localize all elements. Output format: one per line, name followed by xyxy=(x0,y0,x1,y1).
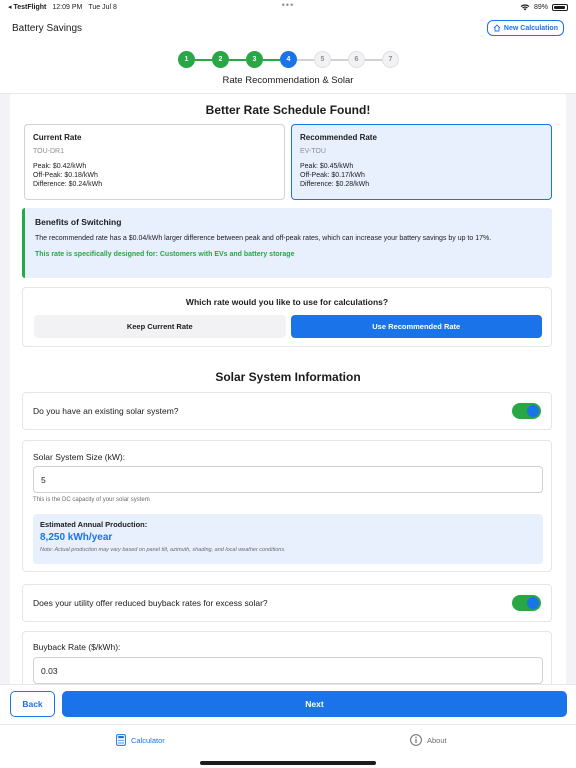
current-rate-label: Current Rate xyxy=(33,133,82,142)
tab-bar xyxy=(0,724,576,768)
rate-choice-question: Which rate would you like to use for calculations? xyxy=(185,297,389,307)
calculator-icon xyxy=(116,734,126,746)
recommended-rate-offpeak: Off-Peak: $0.17/kWh xyxy=(300,172,365,179)
back-to-testflight[interactable]: ◂ TestFlight xyxy=(8,4,47,11)
new-calculation-button[interactable] xyxy=(487,20,564,36)
step-3[interactable]: 3 xyxy=(246,51,263,68)
battery-percent: 89% xyxy=(533,3,548,11)
battery-icon xyxy=(552,4,568,11)
step-7: 7 xyxy=(382,51,399,68)
buyback-card xyxy=(22,584,552,622)
solar-size-label: Solar System Size (kW): xyxy=(33,452,126,462)
step-5: 5 xyxy=(314,51,331,68)
tab-calculator[interactable] xyxy=(116,734,165,746)
current-rate-card[interactable] xyxy=(24,124,285,200)
recommended-rate-label: Recommended Rate xyxy=(300,133,377,142)
estimated-production-box xyxy=(33,514,543,564)
tab-calculator-label: Calculator xyxy=(131,735,165,745)
recommended-rate-card[interactable] xyxy=(291,124,552,200)
progress-stepper xyxy=(0,42,576,94)
current-rate-peak: Peak: $0.42/kWh xyxy=(33,163,87,170)
solar-size-input[interactable]: 5 xyxy=(33,466,543,493)
tab-about-label: About xyxy=(427,735,447,745)
toggle-knob xyxy=(527,405,539,417)
benefits-text: The recommended rate has a $0.04/kWh larger difference between peak and off-peak rates, which can increase your battery savings by up to 17%. xyxy=(35,235,492,242)
recommended-rate-code: EV-TOU xyxy=(300,148,326,155)
current-rate-offpeak: Off-Peak: $0.18/kWh xyxy=(33,172,98,179)
next-button[interactable]: Next xyxy=(62,691,567,717)
existing-solar-toggle[interactable] xyxy=(512,403,541,419)
new-calculation-label: New Calculation xyxy=(503,24,558,32)
step-connector xyxy=(229,59,246,61)
multitasking-dots[interactable]: ••• xyxy=(281,0,295,10)
step-title: Rate Recommendation & Solar xyxy=(222,75,354,86)
solar-heading: Solar System Information xyxy=(215,370,361,384)
estimated-production-title: Estimated Annual Production: xyxy=(40,520,148,529)
recommended-rate-difference: Difference: $0.28/kWh xyxy=(300,181,370,188)
benefits-panel xyxy=(22,208,552,278)
scroll-content[interactable] xyxy=(10,94,566,684)
existing-solar-question: Do you have an existing solar system? xyxy=(33,406,179,416)
status-time: 12:09 PM xyxy=(52,3,83,11)
info-icon xyxy=(410,734,422,746)
solar-size-hint: This is the DC capacity of your solar system xyxy=(33,497,150,503)
status-bar xyxy=(0,0,576,14)
buyback-toggle[interactable] xyxy=(512,595,541,611)
step-connector xyxy=(331,59,348,61)
step-connector xyxy=(263,59,280,61)
step-1[interactable]: 1 xyxy=(178,51,195,68)
step-2[interactable]: 2 xyxy=(212,51,229,68)
home-icon xyxy=(493,24,501,32)
estimated-production-value: 8,250 kWh/year xyxy=(40,532,113,543)
buyback-rate-card xyxy=(22,631,552,684)
existing-solar-card xyxy=(22,392,552,430)
step-connector xyxy=(195,59,212,61)
keep-current-rate-button[interactable]: Keep Current Rate xyxy=(34,315,286,338)
use-recommended-rate-button[interactable]: Use Recommended Rate xyxy=(291,315,543,338)
back-button[interactable]: Back xyxy=(10,691,55,717)
tab-about[interactable] xyxy=(410,734,447,746)
app-title: Battery Savings xyxy=(12,22,83,34)
home-indicator xyxy=(200,761,376,765)
current-rate-code: TOU-DR1 xyxy=(33,148,64,155)
current-rate-difference: Difference: $0.24/kWh xyxy=(33,181,103,188)
status-date: Tue Jul 8 xyxy=(88,3,117,11)
step-6: 6 xyxy=(348,51,365,68)
benefits-title: Benefits of Switching xyxy=(35,217,122,227)
toggle-knob xyxy=(527,597,539,609)
step-connector xyxy=(365,59,382,61)
step-connector xyxy=(297,59,314,61)
wifi-icon xyxy=(520,3,530,11)
navigation-bar xyxy=(0,14,576,42)
buyback-question: Does your utility offer reduced buyback rates for excess solar? xyxy=(33,598,268,608)
rate-heading: Better Rate Schedule Found! xyxy=(205,103,371,117)
buyback-rate-input[interactable]: 0.03 xyxy=(33,657,543,684)
benefits-designed-for: This rate is specifically designed for: Customers with EVs and battery storage xyxy=(35,251,295,258)
rate-choice-panel xyxy=(22,287,552,347)
bottom-action-bar xyxy=(0,684,576,724)
step-4[interactable]: 4 xyxy=(280,51,297,68)
recommended-rate-peak: Peak: $0.45/kWh xyxy=(300,163,354,170)
estimated-production-note: Note: Actual production may vary based on panel tilt, azimuth, shading, and local weather conditions. xyxy=(40,547,286,553)
buyback-rate-label: Buyback Rate ($/kWh): xyxy=(33,642,121,652)
solar-size-card xyxy=(22,440,552,572)
rate-comparison xyxy=(24,124,552,200)
